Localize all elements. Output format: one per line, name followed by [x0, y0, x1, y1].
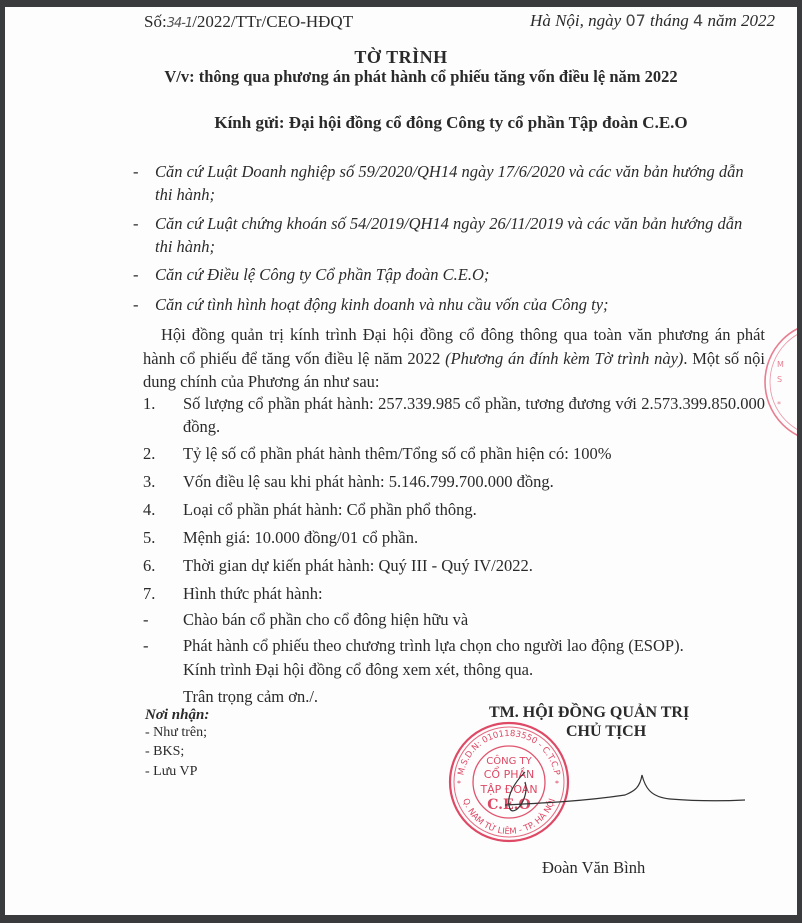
item-text: Thời gian dự kiến phát hành: Quý III - Quý IV/2022.: [183, 556, 533, 575]
intro-paragraph: [143, 323, 765, 394]
recipient-line: Kính gửi: Đại hội đồng cổ đông Công ty cổ phần Tập đoàn C.E.O: [214, 113, 688, 132]
content-item: [143, 526, 765, 549]
recipient-item: - Như trên;: [145, 725, 208, 740]
date-mid: tháng: [645, 11, 694, 30]
item-number: 2.: [143, 444, 156, 463]
document-page: [5, 7, 797, 915]
basis-text: Căn cứ tình hình hoạt động kinh doanh và nhu cầu vốn của Công ty;: [155, 295, 609, 314]
signer-name: Đoàn Văn Bình: [542, 858, 646, 877]
edge-seal-icon: [763, 307, 797, 457]
item-text: Chào bán cổ phần cho cổ đông hiện hữu và: [183, 610, 469, 629]
date-day-handwritten: 07: [625, 11, 646, 30]
svg-text:S: S: [777, 375, 783, 384]
date-suffix: năm 2022: [703, 11, 775, 30]
doc-number-handwritten: 34-1: [166, 16, 193, 31]
svg-text:*: *: [777, 400, 781, 409]
closing-request: Kính trình Đại hội đồng cổ đông xem xét, thông qua.: [183, 660, 534, 679]
recipients-title: Nơi nhận:: [145, 707, 210, 723]
svg-text:C.E.O: C.E.O: [487, 797, 531, 813]
svg-text:*: *: [457, 779, 461, 788]
basis-text: Căn cứ Điều lệ Công ty Cổ phần Tập đoàn C.E.O;: [155, 265, 490, 284]
bullet-dash: -: [133, 295, 139, 314]
closing-thanks: Trân trọng cảm ơn./.: [183, 687, 319, 706]
bullet-dash: -: [133, 265, 139, 284]
bullet-dash: -: [133, 214, 139, 233]
item-dash: -: [143, 636, 149, 655]
date-prefix: Hà Nội, ngày: [530, 11, 626, 30]
item-text: Phát hành cổ phiếu theo chương trình lựa chọn cho người lao động (ESOP).: [183, 636, 684, 655]
document-subject: V/v: thông qua phương án phát hành cổ phiếu tăng vốn điều lệ năm 2022: [164, 67, 678, 86]
doc-number-prefix: Số:: [144, 12, 167, 31]
content-item: [143, 392, 765, 438]
document-title: TỜ TRÌNH: [354, 47, 448, 67]
recipient-item: - Lưu VP: [145, 764, 198, 779]
item-text: Tỷ lệ số cổ phần phát hành thêm/Tổng số cổ phần hiện có: 100%: [183, 444, 612, 463]
svg-text:TẬP ĐOÀN: TẬP ĐOÀN: [480, 783, 538, 796]
item-text: Số lượng cổ phần phát hành: 257.339.985 cổ phần, tương đương với 2.573.399.850.000 đồng.: [183, 394, 765, 436]
item-number: 3.: [143, 472, 156, 491]
svg-text:*: *: [555, 779, 559, 788]
content-item: [143, 442, 765, 465]
item-text: Hình thức phát hành:: [183, 584, 323, 603]
intro-text-end: . Một số nội dung chính của Phương án như sau:: [143, 348, 765, 391]
content-item: [143, 470, 765, 493]
item-number: 5.: [143, 528, 156, 547]
item-text: Mệnh giá: 10.000 đồng/01 cổ phần.: [183, 528, 419, 547]
item-text: Loại cổ phần phát hành: Cổ phần phổ thông.: [183, 500, 477, 519]
date-month-handwritten: 4: [693, 11, 704, 30]
document-number: [144, 12, 353, 32]
item-number: 4.: [143, 500, 156, 519]
svg-text:CỔ PHẦN: CỔ PHẦN: [483, 768, 535, 781]
bullet-dash: -: [133, 162, 139, 181]
basis-item: [133, 212, 755, 258]
content-item: [143, 554, 765, 577]
basis-text: Căn cứ Luật Doanh nghiệp số 59/2020/QH14 ngày 17/6/2020 và các văn bản hướng dẫn thi hành;: [155, 162, 744, 204]
recipient-item: - BKS;: [145, 744, 185, 759]
intro-text: Hội đồng quản trị kính trình Đại hội đồng cổ đông thông qua toàn văn phương án phát hành cổ phiếu để tăng vốn điều lệ năm 2022: [143, 325, 765, 368]
signature-icon: [485, 767, 745, 827]
document-date: [530, 11, 775, 31]
signature-role: CHỦ TỊCH: [566, 723, 647, 740]
basis-item: [133, 293, 755, 316]
svg-text:CÔNG TY: CÔNG TY: [486, 756, 532, 767]
signature-org: TM. HỘI ĐỒNG QUẢN TRỊ: [489, 704, 690, 721]
item-number: 7.: [143, 584, 156, 603]
intro-italic-note: (Phương án đính kèm Tờ trình này): [445, 348, 684, 368]
content-item: [143, 498, 765, 521]
item-number: 6.: [143, 556, 156, 575]
content-subitem: [143, 634, 765, 657]
content-item: [143, 582, 765, 605]
basis-item: [133, 263, 755, 286]
svg-text:M: M: [777, 360, 784, 369]
basis-text: Căn cứ Luật chứng khoán số 54/2019/QH14 ngày 26/11/2019 và các văn bản hướng dẫn thi hành;: [155, 214, 743, 256]
svg-text:M.S.D.N: 0101183550 - C.T.C.P: M.S.D.N: 0101183550 - C.T.C.P: [456, 728, 562, 777]
item-text: Vốn điều lệ sau khi phát hành: 5.146.799.700.000 đồng.: [183, 472, 554, 491]
content-subitem: [143, 608, 765, 631]
svg-text:Q. NAM TỪ LIÊM - TP. HÀ NỘI: Q. NAM TỪ LIÊM - TP. HÀ NỘI: [460, 797, 558, 838]
item-number: 1.: [143, 394, 156, 413]
doc-number-suffix: /2022/TTr/CEO-HĐQT: [192, 12, 354, 31]
item-dash: -: [143, 610, 149, 629]
basis-item: [133, 160, 755, 206]
